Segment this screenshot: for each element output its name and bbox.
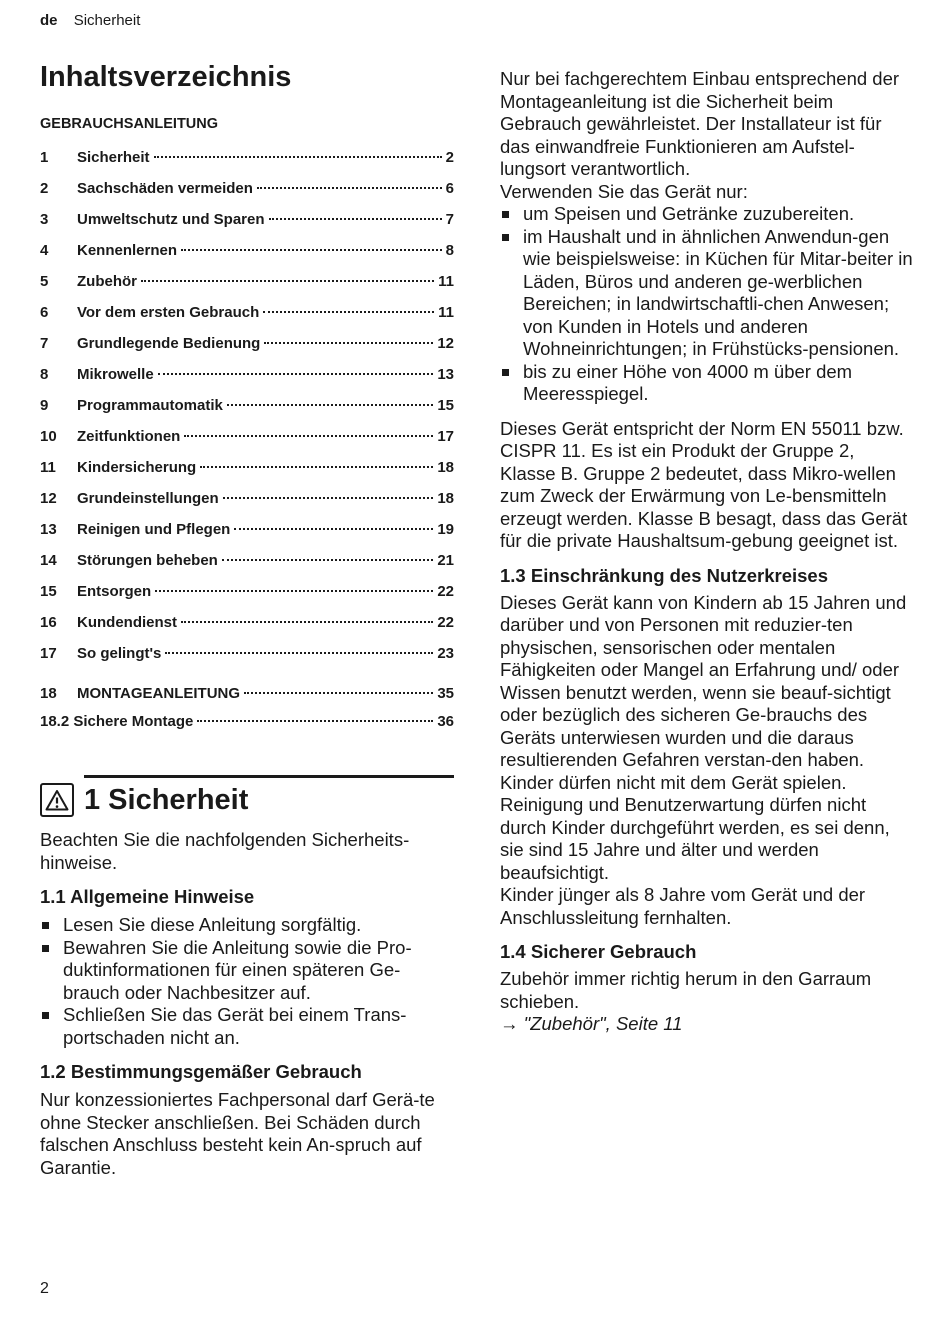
toc-row[interactable] <box>40 397 454 428</box>
toc-leader-dots <box>155 590 433 592</box>
toc-list <box>40 149 454 676</box>
toc-page: 7 <box>445 211 454 228</box>
toc-row[interactable] <box>40 583 454 614</box>
toc-entry-title: Entsorgen <box>77 583 152 600</box>
paragraph: Dieses Gerät entspricht der Norm EN 55011 bzw. CISPR 11. Es ist ein Produkt der Gruppe 2, Klasse B. Gruppe 2 bedeutet, dass Mikro-wellen zum Zweck der Erwärmung von Le-bensmitteln erzeugt werden. Klasse B besagt, dass das Gerät für die private Haushaltsum-gebung geeignet ist. <box>500 417 908 551</box>
list-item: im Haushalt und in ähnlichen Anwendun-gen wie beispielsweise: in Küchen für Mitar-beiter in Läden, Büros und anderen ge-werblichen Bereichen; in landwirtschaftli-chen Anwesen; von Kunden in Hotels und anderen Wohneinrichtungen; in Frühstücks-pensionen. <box>500 226 914 361</box>
subsection-heading-1-1: 1.1 Allgemeine Hinweise <box>40 886 255 907</box>
toc-page: 11 <box>438 273 454 290</box>
toc-page: 21 <box>437 552 454 569</box>
toc-page: 22 <box>437 583 454 600</box>
toc-entry-title: Sicherheit <box>77 149 150 166</box>
paragraph: Kinder dürfen nicht mit dem Gerät spielen. <box>500 771 847 793</box>
toc-row[interactable] <box>40 304 454 335</box>
toc-row[interactable] <box>40 335 454 366</box>
bullet-list-1-1 <box>40 914 454 1049</box>
toc-entry-title: Zubehör <box>77 273 137 290</box>
toc-page: 18 <box>437 459 454 476</box>
section-1-heading <box>84 775 454 819</box>
toc-row[interactable] <box>40 552 454 583</box>
toc-leader-dots <box>165 652 433 654</box>
paragraph: Verwenden Sie das Gerät nur: <box>500 180 748 202</box>
toc-page: 17 <box>437 428 454 445</box>
toc-num: 4 <box>40 242 49 259</box>
list-item: um Speisen und Getränke zuzubereiten. <box>500 203 914 226</box>
toc-entry-title: Störungen beheben <box>77 552 218 569</box>
toc-leader-dots <box>234 528 433 530</box>
left-column <box>40 58 454 1179</box>
toc-leader-dots <box>141 280 434 282</box>
toc-entry-title: Grundeinstellungen <box>77 490 219 507</box>
toc-entry-title: Reinigen und Pflegen <box>77 521 231 538</box>
toc-entry-title: Zeitfunktionen <box>77 428 181 445</box>
toc-title: Inhaltsverzeichnis <box>40 61 292 93</box>
toc-entry-title: Grundlegende Bedienung <box>77 335 261 352</box>
toc-leader-dots <box>200 466 433 468</box>
toc-row-montage-sub[interactable] <box>40 713 454 741</box>
toc-page: 22 <box>437 614 454 631</box>
toc-entry-title: Mikrowelle <box>77 366 154 383</box>
toc-leader-dots <box>264 342 433 344</box>
toc-leader-dots <box>197 720 433 722</box>
toc-page: 12 <box>437 335 454 352</box>
paragraph: Nur konzessioniertes Fachpersonal darf Gerä-te ohne Stecker anschließen. Bei Schäden durch falschen Anschluss besteht kein An-spruch auf Garantie. <box>40 1089 435 1178</box>
paragraph: Kinder jünger als 8 Jahre vom Gerät und der Anschlussleitung fernhalten. <box>500 884 866 928</box>
toc-page: 36 <box>437 713 454 730</box>
toc-entry-title: Umweltschutz und Sparen <box>77 211 265 228</box>
toc-page: 2 <box>445 149 454 166</box>
paragraph: Nur bei fachgerechtem Einbau entsprechend der Montageanleitung ist die Sicherheit beim Gebrauch gewährleistet. Der Installateur ist für das einwandfreie Funktionieren am Aufstel-lungsort verantwortlich. <box>500 68 900 179</box>
list-item: Bewahren Sie die Anleitung sowie die Pro-duktinformationen für einen späteren Ge-brauch oder Nachbesitzer auf. <box>40 937 454 1005</box>
header-section: Sicherheit <box>73 12 141 29</box>
toc-num: 5 <box>40 273 49 290</box>
toc-row[interactable] <box>40 366 454 397</box>
toc-num: 15 <box>40 583 57 600</box>
toc-page: 35 <box>437 685 454 702</box>
page-header <box>40 12 140 29</box>
toc-page: 13 <box>437 366 454 383</box>
toc-page: 8 <box>445 242 454 259</box>
toc-num: 12 <box>40 490 57 507</box>
toc-row[interactable] <box>40 180 454 211</box>
toc-leader-dots <box>227 404 433 406</box>
warning-icon <box>40 783 74 817</box>
toc-page: 23 <box>437 645 454 662</box>
toc-leader-dots <box>223 497 434 499</box>
subsection-heading-1-4: 1.4 Sicherer Gebrauch <box>500 941 697 962</box>
toc-page: 15 <box>437 397 454 414</box>
toc-num: 6 <box>40 304 49 321</box>
toc-subtitle: GEBRAUCHSANLEITUNG <box>40 116 219 132</box>
toc-num: 17 <box>40 645 57 662</box>
toc-leader-dots <box>257 187 442 189</box>
toc-num: 1 <box>40 149 49 166</box>
section-intro: Beachten Sie die nachfolgenden Sicherheits-hinweise. <box>40 829 410 873</box>
toc-row[interactable] <box>40 490 454 521</box>
list-item: bis zu einer Höhe von 4000 m über dem Meeresspiegel. <box>500 361 914 406</box>
right-column <box>500 68 914 1036</box>
toc-row-montage[interactable] <box>40 685 454 713</box>
list-item: Lesen Sie diese Anleitung sorgfältig. <box>40 914 454 937</box>
toc-entry-title: Programmautomatik <box>77 397 223 414</box>
toc-leader-dots <box>222 559 433 561</box>
paragraph: Dieses Gerät kann von Kindern ab 15 Jahren und darüber und von Personen mit reduzier-ten physischen, sensorischen oder mentalen Fähigkeiten oder Mangel an Erfahrung und/ oder Wissen benutzt werden, wenn sie beauf-sichtigt oder bezüglich des sicheren Ge-brauchs des Geräts unterwiesen wurden und die daraus resultierenden Gefahren verstan-den haben. <box>500 591 907 770</box>
toc-entry-title: So gelingt's <box>77 645 162 662</box>
toc-page: 19 <box>437 521 454 538</box>
toc-entry-title: 18.2 Sichere Montage <box>40 713 194 730</box>
toc-page: 11 <box>438 304 454 321</box>
toc-leader-dots <box>181 621 433 623</box>
toc-row[interactable] <box>40 273 454 304</box>
toc-row[interactable] <box>40 242 454 273</box>
language-code: de <box>40 12 58 29</box>
toc-entry-title: Kundendienst <box>77 614 177 631</box>
toc-leader-dots <box>184 435 433 437</box>
paragraph: Reinigung und Benutzerwartung dürfen nicht durch Kinder durchgeführt werden, es sei denn, sie sind 15 Jahre und älter und werden beaufsichtigt. <box>500 794 890 883</box>
bullet-list-use <box>500 203 914 406</box>
toc-entry-title: Kennenlernen <box>77 242 178 259</box>
toc-row[interactable] <box>40 521 454 552</box>
toc-entry-title: Vor dem ersten Gebrauch <box>77 304 260 321</box>
toc-page: 6 <box>445 180 454 197</box>
toc-num: 3 <box>40 211 49 228</box>
page-number: 2 <box>40 1280 49 1297</box>
toc-entry-title: MONTAGEANLEITUNG <box>77 685 241 702</box>
toc-num: 13 <box>40 521 57 538</box>
toc-row[interactable] <box>40 149 454 180</box>
list-item: Schließen Sie das Gerät bei einem Trans-portschaden nicht an. <box>40 1004 454 1049</box>
toc-row[interactable] <box>40 614 454 645</box>
toc-leader-dots <box>269 218 442 220</box>
toc-num: 2 <box>40 180 49 197</box>
toc-num: 9 <box>40 397 49 414</box>
toc-num: 7 <box>40 335 49 352</box>
paragraph: Zubehör immer richtig herum in den Garraum schieben. <box>500 968 872 1012</box>
toc-num: 16 <box>40 614 57 631</box>
toc-leader-dots <box>154 156 442 158</box>
toc-leader-dots <box>181 249 442 251</box>
toc-leader-dots <box>244 692 433 694</box>
toc-entry-title: Kindersicherung <box>77 459 197 476</box>
toc-num: 8 <box>40 366 49 383</box>
toc-num: 10 <box>40 428 57 445</box>
subsection-heading-1-3: 1.3 Einschränkung des Nutzerkreises <box>500 564 828 586</box>
toc-num: 14 <box>40 552 57 569</box>
toc-row[interactable] <box>40 211 454 242</box>
toc-leader-dots <box>158 373 434 375</box>
toc-leader-dots <box>263 311 434 313</box>
section-title: 1 Sicherheit <box>84 784 249 816</box>
toc-num: 18 <box>40 685 57 702</box>
toc-row[interactable] <box>40 645 454 676</box>
toc-row[interactable] <box>40 428 454 459</box>
toc-num: 11 <box>40 459 56 476</box>
toc-row[interactable] <box>40 459 454 490</box>
toc-page: 18 <box>437 490 454 507</box>
subsection-heading-1-2: 1.2 Bestimmungsgemäßer Gebrauch <box>40 1061 362 1082</box>
cross-reference-link[interactable]: → "Zubehör", Seite 11 <box>500 1013 683 1034</box>
toc-entry-title: Sachschäden vermeiden <box>77 180 253 197</box>
